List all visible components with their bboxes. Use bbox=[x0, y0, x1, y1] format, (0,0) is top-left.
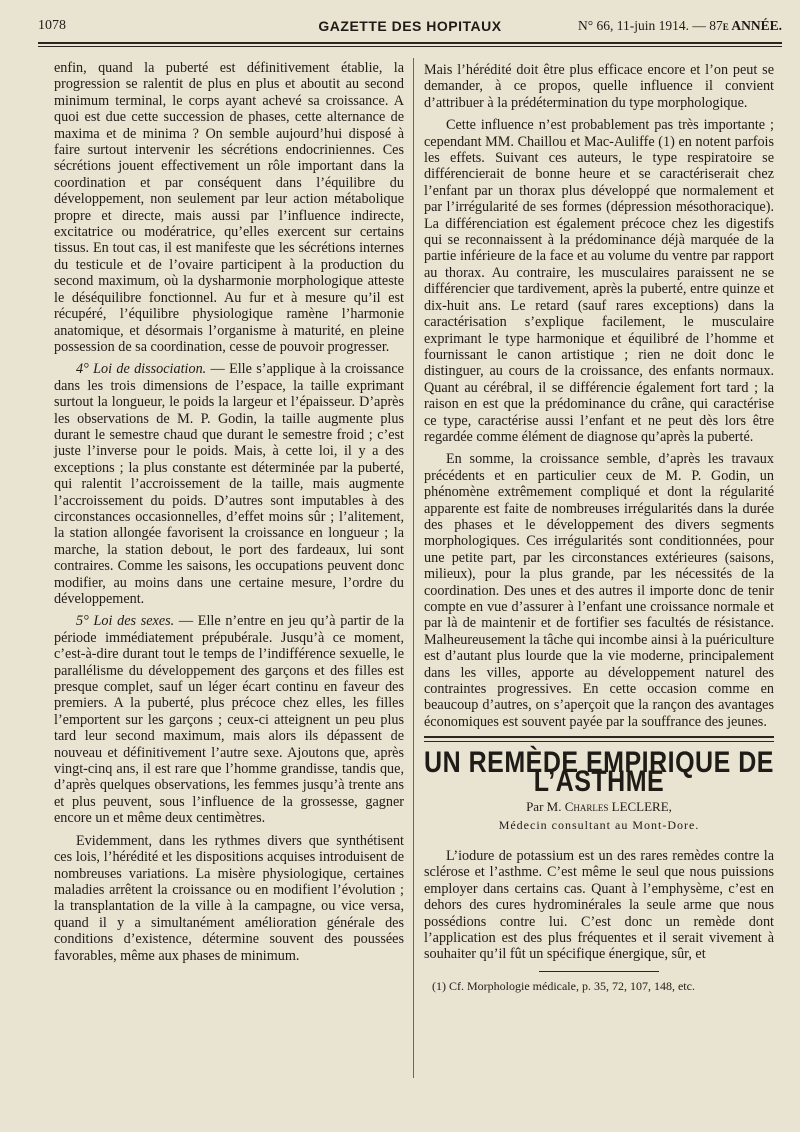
byline-prefix: Par M. bbox=[526, 799, 562, 815]
page-number: 1078 bbox=[38, 18, 66, 33]
article-author: Charles LECLERE, bbox=[564, 799, 672, 815]
page-header bbox=[38, 14, 782, 38]
paragraph: enfin, quand la puberté est définitivement établie, la progression se ralentit de plus en plus et aboutit au second minimum terminal, le corps ayant achevé sa croissance. A quoi est due cette succession de phases, cette alternance de maxima et de minima ? On semble aujourd’hui disposé à faire surtout intervenir les sécrétions endocriniennes. Ces sécrétions jouent effectivement un rôle important dans la coordination et par conséquent dans l’équilibre du développement, non seulement par leur action métabolique propre et directe, mais aussi par l’influence indirecte, excitatrice ou modératrice, qu’elles exercent sur certains tissus. En tout cas, il est manifeste que les sécrétions internes du testicule et de l’ovaire participent à la production du second maximum, où la dysharmonie morphologique atteste le déséquilibre fonctionnel. Au fur et à mesure qu’il est récupéré, l’équilibre physiologique ramène l’harmonie anatomique, et désormais l’organisme à maturité, en pleine possession de sa coordination, cesse de pouvoir progresser. bbox=[54, 60, 404, 355]
paragraph: Evidemment, dans les rythmes divers que synthétisent ces lois, l’hérédité et les dispositions acquises introduisent de nombreuses variations. La misère physiologique, certaines maladies arrêtent la croissance ou en modifient l’évolution ; la transplantation de la ville à la campagne, ou vice versa, quand il y a simultanément amélioration générale des conditions d’existence, détermine souvent des poussées favorables, même aux phases de minimum. bbox=[54, 832, 404, 964]
section-label: 4° Loi de dissociation. bbox=[76, 361, 207, 378]
paragraph: En somme, la croissance semble, d’après les travaux précédents et en particulier ceux de M. P. Godin, un phénomène extrêmement compliqué et dont la régularité apparente est faite de nombreuses irrégularités dans la durée des phases et le développement des divers segments morphologiques. Ces irrégularités sont conditionnées, pour une petite part, par les circonstances extérieures (saisons, milieux), pour la plus grande, par les nécessités de la coordination. Des unes et des autres il importe donc de tenir compte en vue d’assurer à l’enfant une croissance normale et par là de maintenir et de fortifier ses facultés de résistance. Malheureusement la tâche qui incombe ainsi à la puériculture est d’autant plus lourde que la vie moderne, principalement dans les villes, apporte au développement naturel des contraintes progressives. En cette occasion comme en beaucoup d’autres, on s’aperçoit que la rançon des avantages économiques est souvent payée par la souffrance des jeunes. bbox=[424, 451, 774, 730]
section-label: 5° Loi des sexes. bbox=[76, 613, 175, 630]
header-rule bbox=[38, 42, 782, 44]
journal-title: GAZETTE DES HOPITAUX bbox=[318, 18, 502, 34]
footnote-rule bbox=[539, 971, 659, 972]
paragraph-text: — Elle n’entre en jeu qu’à partir de la période immédiatement prépubérale. Jusqu’à ce moment, c’est-à-dire durant tout le temps de l’indifférence sexuelle, le parallélisme du développement des garçons et des filles est presque complet, sauf un léger écart continu en faveur des premiers. A la puberté, plus précoce chez elles, les filles l’emportent sur les garçons ; ceux-ci atteignent un peu plus tard leur second maximum, mais alors ils dépassent de nouveau et définitivement l’autre sexe. Ajoutons que, après vingt-cinq ans, il est rare que l’homme grandisse, tandis que, d’après quelques observations, les femmes jusqu’à trente ans et plus peuvent, sous l’influence de la grossesse, gagner encore un et même deux centimètres. bbox=[54, 613, 404, 827]
paragraph: Cette influence n’est probablement pas très importante ; cependant MM. Chaillou et Mac-Auliffe (1) en notent parfois les effets. Suivant ces auteurs, le type respiratoire se différencierait de bonne heure et se caractériserait chez l’enfant par un thorax plus développé que normalement et par l’irrégularité de ses formes (dépression mésothoracique). La différenciation est également précoce chez les digestifs qui se reconnaissent à la prédominance déjà marquée de la partie inférieure de la face et au volume du ventre par rapport au thorax. Au contraire, les musculaires paraissent ne se différencier que tardivement, après la puberté, entre quinze et dix-huit ans. Le retard (sauf rares exceptions) dans la caractérisation s’explique facilement, le musculaire exprimant le type harmonique et équilibré de l’homme et fournissant le canon artistique ; rien ne doit donc le distinguer, au cours de la croissance, des enfants normaux. Quant au cérébral, il se différencie également fort tard ; la raison en est que la prédominance du crâne, qui caractérise ce type, caractérise aussi l’enfant et ne peut dès lors être regardée comme élément de diagnose qu’après la puberté. bbox=[424, 117, 774, 445]
footnote: (1) Cf. Morphologie médicale, p. 35, 72, 107, 148, etc. bbox=[432, 978, 695, 993]
paragraph bbox=[54, 613, 404, 826]
article-separator bbox=[424, 736, 774, 738]
issue-info bbox=[578, 14, 782, 38]
article-title: UN REMÈDE EMPIRIQUE DE L’ASTHME bbox=[424, 745, 774, 800]
header-rule-thin bbox=[38, 46, 782, 47]
column-divider bbox=[413, 58, 414, 1078]
issue-year-suffix: e ANNÉE. bbox=[722, 18, 782, 33]
article-separator-thin bbox=[424, 741, 774, 742]
paragraph: Mais l’hérédité doit être plus efficace encore et l’on peut se demander, à ce propos, quelle influence il convient d’attribuer à la prédétermination du type morphologique. bbox=[424, 62, 774, 111]
paragraph-text: — Elle s’applique à la croissance dans les trois dimensions de l’espace, la taille exprimant surtout la longueur, le poids la largeur et l’épaisseur. D’après les observations de M. P. Godin, la taille augmente plus durant le semestre chaud que durant le semestre froid ; c’est juste l’inverse pour le poids. Mais, à cette loi, il y a des exceptions ; la plus constante est déterminée par la puberté, qui ralentit l’accroissement de la taille, mais augmente l’accroissement du poids. D’autres sont imputables à des circonstances occasionnelles, d’effet moins sûr ; l’alitement, la station allongée favorisent la croissance en longueur ; la marche, la station debout, le port des fardeaux, lui sont contraires. Comme les saisons, les occupations peuvent donc modifier, au moins dans une certaine mesure, l’ordre du développement. bbox=[54, 361, 404, 607]
article-byline bbox=[424, 799, 774, 815]
right-column bbox=[424, 62, 774, 1000]
paragraph bbox=[54, 361, 404, 607]
paragraph: L’iodure de potassium est un des rares remèdes contre la sclérose et l’asthme. C’est même le seul que nous puissions employer dans certains cas. Quant à l’emphysème, c’est en dehors des cures hydrominérales la seule arme que nous possédions contre lui. C’est donc un remède dont l’application est des plus fréquentes et il serait vivement à souhaiter qu’il fût un spécifique énergique, sûr, et bbox=[424, 847, 774, 963]
left-column bbox=[54, 60, 404, 970]
issue-number: N° 66, 11-juin 1914. — 87 bbox=[577, 18, 723, 33]
author-affiliation: Médecin consultant au Mont-Dore. bbox=[498, 818, 700, 833]
